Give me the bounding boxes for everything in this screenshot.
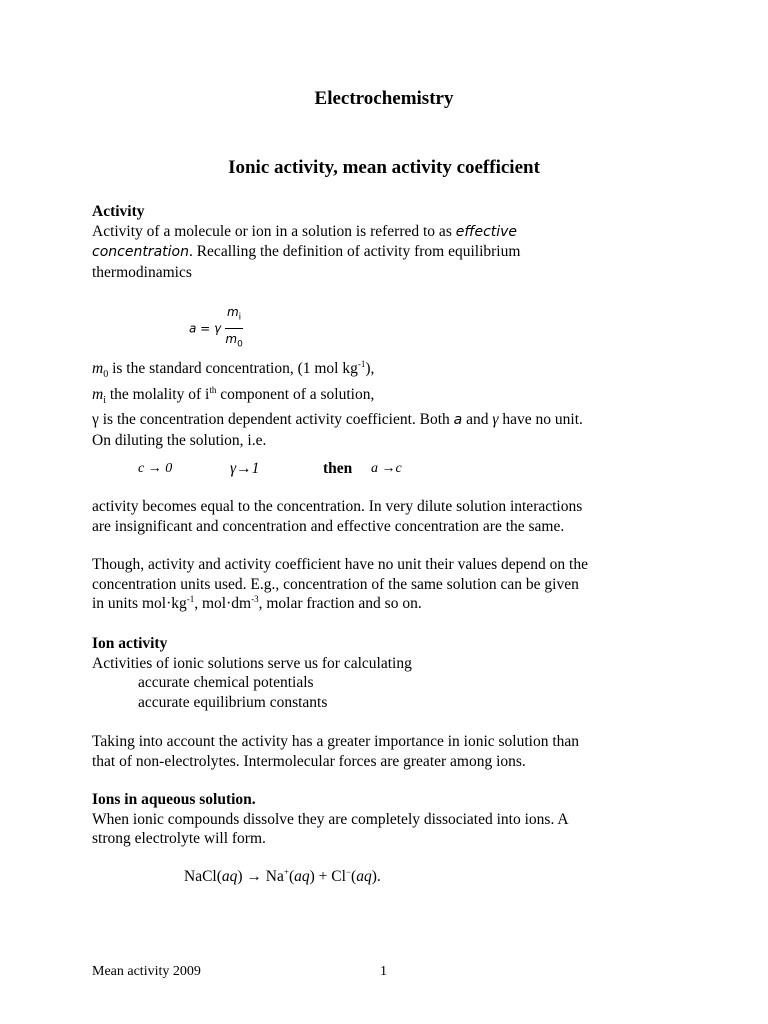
document-title: Electrochemistry [314, 88, 454, 109]
ions-aqueous-line-2: strong electrolyte will form. [92, 830, 266, 847]
def-dilute: On diluting the solution, i.e. [92, 431, 267, 449]
reaction-minus: − [345, 866, 352, 877]
activity-line-1 [92, 222, 692, 243]
and-word: and [466, 411, 489, 429]
units-line-2: concentration units used. E.g., concentration of the same solution can be given [92, 575, 579, 593]
numerator-symbol: m [226, 305, 239, 319]
reaction-cl: ) + Cl [309, 868, 346, 885]
paragraph-units [92, 555, 692, 614]
activity-text-1: Activity of a molecule or ion in a solution is referred to as [92, 222, 452, 240]
limit-a: a →c [371, 461, 402, 476]
mi-symbol: m [92, 385, 104, 403]
ion-activity-section [92, 634, 692, 712]
ion-activity-heading: Ion activity [92, 635, 168, 652]
definitions-block [92, 359, 692, 450]
gamma-symbol: γ [492, 411, 499, 429]
m0-symbol: m [92, 360, 104, 377]
m0-sup: -1 [357, 358, 366, 369]
importance-line-1: Taking into account the activity has a greater importance in ionic solution than [92, 733, 580, 750]
denominator-sub: 0 [237, 339, 243, 350]
formula-lhs: a = γ [189, 321, 222, 336]
paragraph-importance [92, 732, 692, 771]
ions-aqueous-section [92, 790, 692, 849]
units-line-3 [92, 594, 692, 614]
formula-denominator [225, 329, 243, 354]
activity-line-3: thermodinamics [92, 263, 192, 281]
paragraph-equal [92, 497, 692, 536]
page-number: 1 [380, 964, 387, 979]
units-sup-2: -3 [251, 593, 259, 604]
reaction-paren-2: ( [351, 868, 357, 885]
gamma-text: γ is the concentration dependent activity coefficient. Both [92, 411, 450, 429]
equal-line-2: are insignificant and concentration and effective concentration are the same. [92, 517, 565, 535]
limit-gamma: γ→1 [230, 460, 260, 477]
def-m0 [92, 359, 692, 385]
reaction-nacl: NaCl( [184, 868, 222, 885]
formula-numerator [225, 303, 243, 329]
footer-title: Mean activity 2009 [92, 964, 201, 979]
formula-fraction [225, 303, 243, 355]
units-mol-dm: , mol·dm [194, 595, 252, 612]
m0-end: ), [365, 360, 375, 377]
units-end: , molar fraction and so on. [258, 595, 422, 612]
m0-sub: 0 [103, 369, 109, 381]
ion-activity-item-2: accurate equilibrium constants [138, 693, 328, 711]
activity-heading: Activity [92, 203, 145, 220]
reaction-equation [184, 867, 381, 886]
reaction-paren-1: ( [288, 868, 295, 885]
mi-end: component of a solution, [216, 385, 375, 403]
ions-aqueous-heading: Ions in aqueous solution. [92, 791, 256, 808]
reaction-plus: + [283, 866, 289, 877]
ions-aqueous-line-1: When ionic compounds dissolve they are completely dissociated into ions. A [92, 810, 569, 828]
no-unit-text: have no unit. [502, 411, 583, 429]
def-mi [92, 385, 692, 411]
limit-then: then [323, 460, 353, 477]
equal-line-1: activity becomes equal to the concentration. In very dilute solution interactions [92, 498, 583, 515]
reaction-aq-3: aq [356, 868, 372, 885]
denominator-symbol: m [225, 332, 238, 347]
mi-sub: i [103, 394, 106, 406]
mi-sup: th [209, 384, 217, 395]
importance-line-2: that of non-electrolytes. Intermolecular forces are greater among ions. [92, 752, 526, 770]
effective-term-b: concentration [92, 244, 189, 260]
units-line-1: Though, activity and activity coefficient have no unit their values depend on the [92, 556, 588, 573]
document-subtitle: Ionic activity, mean activity coefficient [228, 157, 540, 178]
reaction-aq-2: aq [294, 868, 310, 885]
units-sup-1: -1 [186, 593, 195, 604]
a-symbol: a [453, 412, 463, 429]
ion-activity-line-1: Activities of ionic solutions serve us for calculating [92, 654, 412, 672]
numerator-sub: i [238, 312, 242, 323]
activity-section [92, 202, 692, 282]
reaction-end: ). [371, 868, 381, 885]
reaction-aq-1: aq [221, 868, 238, 885]
reaction-arrow-na: ) → Na [237, 868, 284, 885]
limit-c: c → 0 [138, 461, 173, 476]
activity-formula [189, 303, 243, 355]
ion-activity-item-1: accurate chemical potentials [138, 674, 314, 691]
m0-text: is the standard concentration, (1 mol kg [108, 360, 358, 377]
activity-line-2 [92, 242, 692, 263]
activity-text-2: . Recalling the definition of activity from equilibrium [188, 243, 521, 260]
units-mol-kg: in units mol·kg [92, 595, 187, 612]
mi-text: the molality of i [105, 385, 210, 403]
effective-term-a: effective [455, 223, 518, 240]
def-gamma [92, 410, 692, 431]
